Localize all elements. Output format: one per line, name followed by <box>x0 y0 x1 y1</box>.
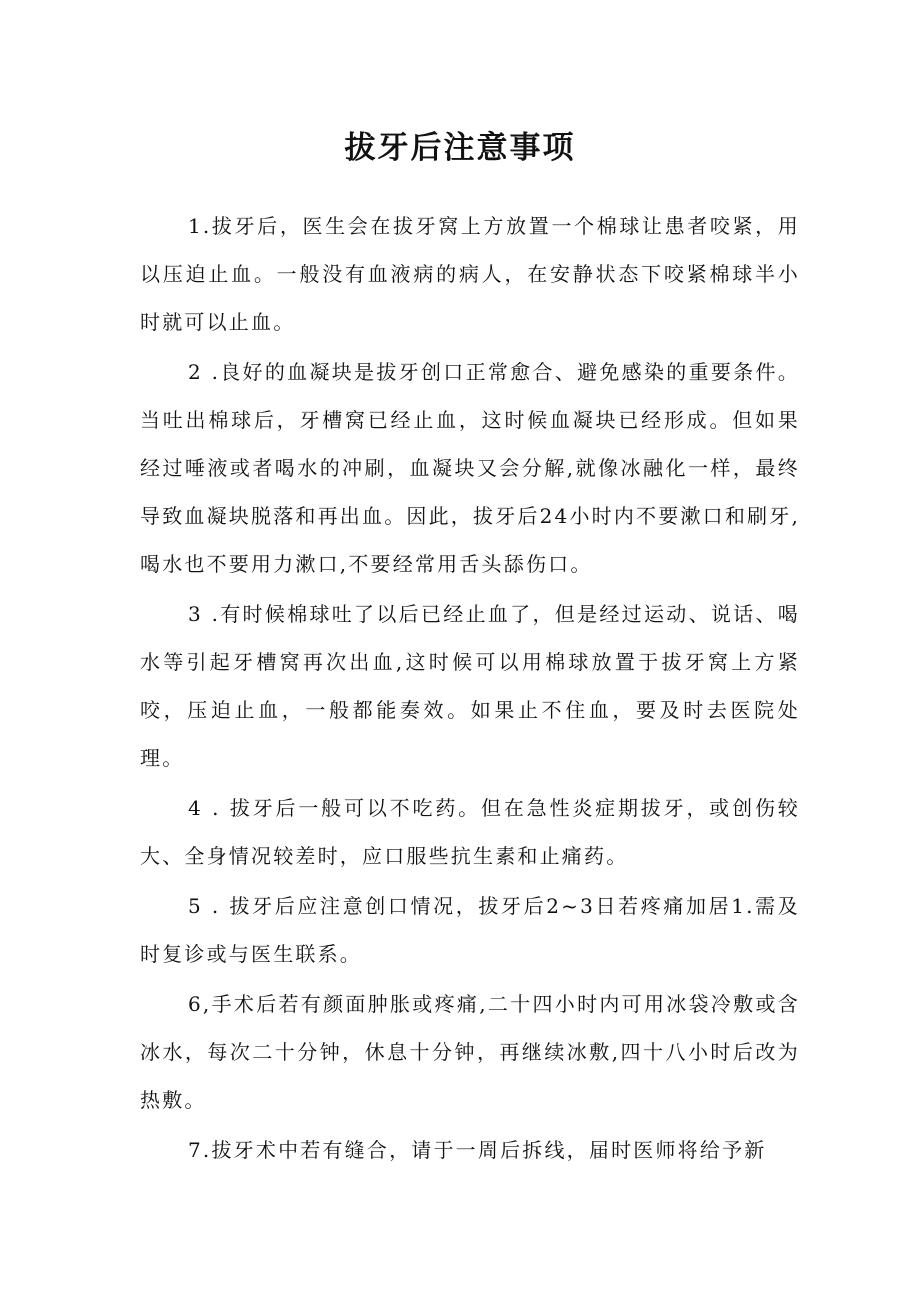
document-body <box>140 202 800 1174</box>
paragraph-6: 6,手术后若有颜面肿胀或疼痛,二十四小时内可用冰袋冷敷或含冰水，每次二十分钟，休息十分钟，再继续冰敷,四十八小时后改为热敷。 <box>140 992 800 1112</box>
paragraph-3: 3 .有时候棉球吐了以后已经止血了，但是经过运动、说话、喝水等引起牙槽窝再次出血,这时候可以用棉球放置于拔牙窝上方紧咬，压迫止血，一般都能奏效。如果止不住血，要及时去医院处理。 <box>140 602 800 770</box>
paragraph-7: 7.拔牙术中若有缝合，请于一周后拆线，届时医师将给予新 <box>188 1138 767 1162</box>
paragraph-4: 4 . 拔牙后一般可以不吃药。但在急性炎症期拔牙，或创伤较大、全身情况较差时，应口服些抗生素和止痛药。 <box>140 796 800 868</box>
paragraph-1: 1.拔牙后，医生会在拔牙窝上方放置一个棉球让患者咬紧，用以压迫止血。一般没有血液病的病人，在安静状态下咬紧棉球半小时就可以止血。 <box>140 214 800 334</box>
page-title: 拔牙后注意事项 <box>344 130 576 166</box>
paragraph-5: 5 . 拔牙后应注意创口情况，拔牙后2~3日若疼痛加居1.需及时复诊或与医生联系。 <box>140 894 800 966</box>
paragraph-2: 2 .良好的血凝块是拔牙创口正常愈合、避免感染的重要条件。当吐出棉球后，牙槽窝已经止血，这时候血凝块已经形成。但如果经过唾液或者喝水的冲刷，血凝块又会分解,就像冰融化一样，最终导致血凝块脱落和再出血。因此，拔牙后24小时内不要漱口和刷牙,喝水也不要用力漱口,不要经常用舌头舔伤口。 <box>140 360 801 576</box>
